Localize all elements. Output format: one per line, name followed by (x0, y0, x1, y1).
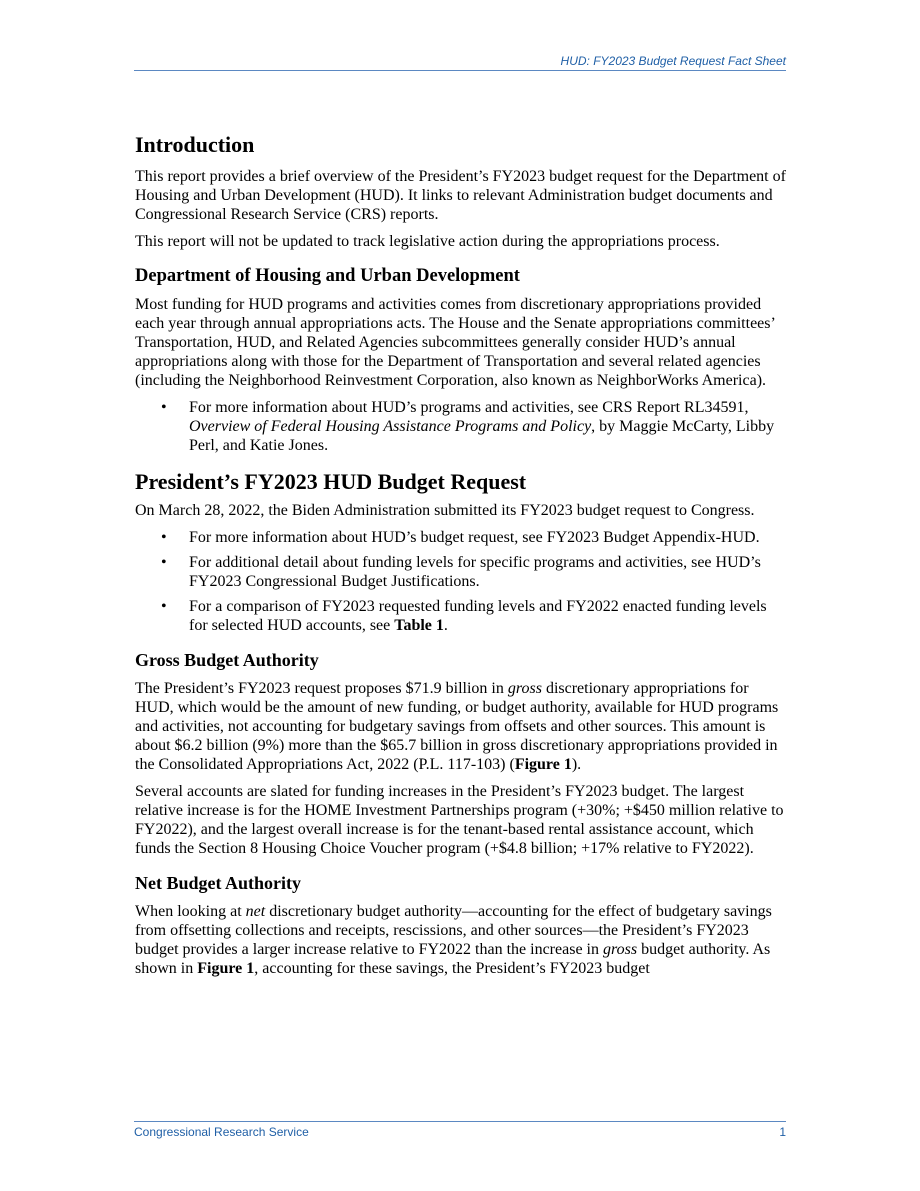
heading-net-budget-authority: Net Budget Authority (135, 873, 301, 893)
running-footer (134, 1121, 786, 1139)
heading-budget-request: President’s FY2023 HUD Budget Request (135, 469, 527, 494)
list-item (135, 553, 787, 591)
gross-paragraph-1: The President’s FY2023 request proposes $71.9 billion in gross discretionary appropriations for HUD, which would be the amount of new funding, or budget authority, available for HUD programs and activities, not accounting for budgetary savings from offsets and other sources. This amount is about $6.2 billion (9%) more than the $65.7 billion in gross discretionary appropriations provided in the Consolidated Appropriations Act, 2022 (P.L. 117-103) (Figure 1). (135, 680, 779, 773)
list-item: • For a comparison of FY2023 requested funding levels and FY2022 enacted funding levels for selected HUD accounts, see Table 1. (161, 598, 767, 634)
footer-organization: Congressional Research Service (134, 1125, 309, 1139)
page-number: 1 (779, 1125, 786, 1139)
page-content (135, 132, 787, 986)
list-item (135, 528, 787, 547)
hud-bullet-list (135, 398, 787, 455)
report-title-link[interactable]: Overview of Federal Housing Assistance Programs and Policy (189, 418, 592, 435)
hud-paragraph-1: Most funding for HUD programs and activities comes from discretionary appropriations provided each year through annual appropriations acts. The House and the Senate appropriations committees’ Transportation, HUD, and Related Agencies subcommittees generally consider HUD’s annual appropriations along with those for the Department of Transportation and several related agencies (including the Neighborhood Reinvestment Corporation, also known as NeighborWorks America). (135, 296, 775, 389)
table-1-link[interactable]: Table 1 (394, 617, 444, 634)
figure-1-link[interactable]: Figure 1 (514, 756, 572, 773)
net-paragraph-1: When looking at net discretionary budget authority—accounting for the effect of budgetary savings from offsetting collections and receipts, rescissions, and other sources—the President’s FY2023 budget provides a larger increase relative to FY2022 than the increase in gross budget authority. As shown in Figure 1, accounting for these savings, the President’s FY2023 budget (135, 903, 772, 977)
budget-appendix-link[interactable]: For more information about HUD’s budget request, see FY2023 Budget Appendix-HUD. (189, 529, 760, 546)
heading-hud: Department of Housing and Urban Development (135, 266, 520, 286)
intro-paragraph-2: This report will not be updated to track legislative action during the appropriations process. (135, 233, 720, 250)
running-header: HUD: FY2023 Budget Request Fact Sheet (134, 54, 786, 71)
gross-paragraph-2: Several accounts are slated for funding increases in the President’s FY2023 budget. The largest relative increase is for the HOME Investment Partnerships program (+30%; +$450 million relative to FY2022), and the largest overall increase is for the tenant-based rental assistance account, which funds the Section 8 Housing Choice Voucher program (+$4.8 billion; +17% relative to FY2022). (135, 783, 784, 857)
request-bullet-list (135, 528, 787, 635)
bullet-icon: • (161, 529, 167, 546)
request-paragraph-1: On March 28, 2022, the Biden Administration submitted its FY2023 budget request to Congress. (135, 502, 755, 519)
bullet-icon: • (161, 598, 167, 615)
bullet-icon: • (161, 399, 167, 416)
intro-paragraph-1: This report provides a brief overview of the President’s FY2023 budget request for the Department of Housing and Urban Development (HUD). It links to relevant Administration budget documents and Congressional Research Service (CRS) reports. (135, 168, 786, 223)
bullet-icon: • (161, 554, 167, 571)
heading-gross-budget-authority: Gross Budget Authority (135, 650, 319, 670)
budget-justifications-link[interactable]: For additional detail about funding levels for specific programs and activities, see HUD’s FY2023 Congressional Budget Justifications. (189, 554, 761, 590)
heading-introduction: Introduction (135, 132, 255, 157)
list-item: • For more information about HUD’s programs and activities, see CRS Report RL34591, Overview of Federal Housing Assistance Programs and Policy, by Maggie McCarty, Libby Perl, and Katie Jones. (161, 399, 775, 454)
figure-1-link[interactable]: Figure 1 (197, 960, 255, 977)
